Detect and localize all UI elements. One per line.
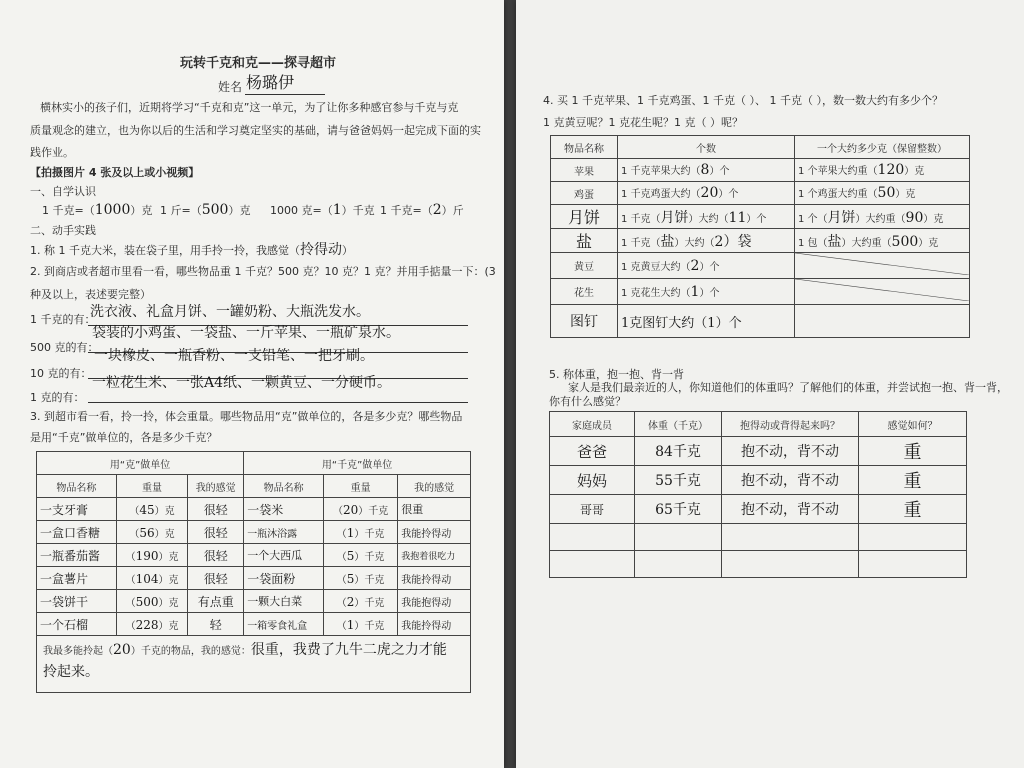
col-header: 物品名称: [551, 136, 618, 159]
left-worksheet-page: [0, 0, 504, 768]
crossed-out-cell: [795, 253, 969, 275]
table-row: 黄豆 1 克黄豆大约（2）个: [551, 253, 970, 279]
table-row: 妈妈 55千克 抱不动，背不动 重: [550, 466, 967, 495]
table-row: 花生 1 克花生大约（1）个: [551, 279, 970, 305]
col-header: 个数: [618, 136, 795, 159]
conversion-1: 1 千克=（1000）克: [42, 202, 153, 218]
col-header: 我的感觉: [398, 475, 471, 498]
intro-line-1: 横林实小的孩子们，近期将学习“千克和克”这一单元，为了让你多种感官参与千克与克: [40, 101, 459, 114]
table-row: 月饼 1 千克（月饼）大约（11）个 1 个（月饼）大约重（90）克: [551, 205, 970, 229]
table-row: [550, 524, 967, 551]
photo-note: 【拍摄图片 4 张及以上或小视频】: [30, 166, 200, 179]
table-row: 一个石榴 （228）克 轻 一箱零食礼盒 （1）千克 我能拎得动: [37, 613, 471, 636]
col-header: 体重（千克）: [635, 412, 722, 437]
supermarket-weight-table: [36, 451, 471, 693]
col-header: 家庭成员: [550, 412, 635, 437]
question-5-title: 5. 称体重，抱一抱、背一背: [549, 368, 684, 381]
section-self-study: 一、自学认识: [30, 185, 96, 198]
question-4-line-1: 4. 买 1 千克苹果、1 千克鸡蛋、1 千克（ ）、 1 千克（ ），数一数大约有多少个？: [543, 94, 943, 107]
weight-500g-label: 500 克的有：: [30, 341, 99, 354]
table-row: 图钉 1克图钉大约（1）个: [551, 305, 970, 338]
crossed-out-cell: [795, 279, 969, 301]
weight-1kg-label: 1 千克的有：: [30, 313, 96, 326]
weight-10g-answer: 一块橡皮、一瓶香粉、一支铅笔、一把牙刷。: [94, 348, 374, 364]
weight-1g-answer: 一粒花生米、一张A4纸、一颗黄豆、一分硬币。: [92, 375, 392, 391]
col-header: 抱得动或背得起来吗？: [722, 412, 859, 437]
table-row: [550, 551, 967, 578]
intro-line-3: 践作业。: [30, 146, 74, 159]
question-3-line-1: 3. 到超市看一看，拎一拎，体会重量。哪些物品用“克”做单位的，各是多少克？哪些物品: [30, 410, 463, 423]
table-row: 苹果 1 千克苹果大约（8）个 1 个苹果大约重（120）克: [551, 159, 970, 182]
col-header: 物品名称: [244, 475, 324, 498]
weight-1kg-answer: 洗衣液、礼盒月饼、一罐奶粉、大瓶洗发水。: [90, 304, 370, 320]
student-name: 杨璐伊: [246, 73, 295, 92]
weight-1g-label: 1 克的有：: [30, 391, 85, 404]
question-2-line-2: 种及以上，表述要完整）: [30, 288, 151, 301]
conversion-2: 1 斤=（500）克: [160, 202, 251, 218]
table-row: 盐 1 千克（盐）大约（2）袋 1 包（盐）大约重（500）克: [551, 229, 970, 253]
col-header: 感觉如何？: [859, 412, 967, 437]
table-row: 一盒口香糖 （56）克 很轻 一瓶沐浴露 （1）千克 我能拎得动: [37, 521, 471, 544]
kilogram-group-header: 用“千克”做单位: [244, 452, 471, 475]
col-header: 物品名称: [37, 475, 117, 498]
worksheet-title: 玩转千克和克——探寻超市: [180, 56, 337, 71]
section-practice: 二、动手实践: [30, 224, 96, 237]
question-1: 1. 称 1 千克大米，装在袋子里，用手拎一拎，我感觉（拎得动）: [30, 242, 353, 258]
weight-500g-answer: 袋装的小鸡蛋、一袋盐、一斤苹果、一瓶矿泉水。: [92, 325, 400, 341]
table-row: 一瓶番茄酱 （190）克 很轻 一个大西瓜 （5）千克 我抱着很吃力: [37, 544, 471, 567]
conversion-4: 1 千克=（2）斤: [380, 202, 464, 218]
question-5-line-2: 你有什么感觉？: [549, 395, 626, 408]
col-header: 重量: [324, 475, 398, 498]
right-worksheet-page: [516, 0, 1024, 768]
weight-10g-label: 10 克的有：: [30, 367, 92, 380]
col-header: 一个大约多少克（保留整数）: [795, 136, 970, 159]
col-header: 重量: [116, 475, 187, 498]
question-2-line-1: 2. 到商店或者超市里看一看，哪些物品重 1 千克？500 克？10 克？1 克？并用手掂量一下：(3: [30, 265, 496, 278]
question-3-line-2: 是用“千克”做单位的，各是多少千克？: [30, 431, 218, 444]
col-header: 我的感觉: [188, 475, 244, 498]
table-row: 一盒薯片 （104）克 很轻 一袋面粉 （5）千克 我能拎得动: [37, 567, 471, 590]
intro-line-2: 质量观念的建立，也为你以后的生活和学习奠定坚实的基础，请与爸爸妈妈一起完成下面的实: [30, 124, 481, 137]
question-4-line-2: 1 克黄豆呢？1 克花生呢？1 克（ ）呢？: [543, 116, 743, 129]
gram-group-header: 用“克”做单位: [37, 452, 244, 475]
table-row: 一支牙膏 （45）克 很轻 一袋米 （20）千克 很重: [37, 498, 471, 521]
count-table: [550, 135, 970, 338]
table-row: 爸爸 84千克 抱不动，背不动 重: [550, 437, 967, 466]
table-row: 鸡蛋 1 千克鸡蛋大约（20）个 1 个鸡蛋大约重（50）克: [551, 182, 970, 205]
table-row: 哥哥 65千克 抱不动，背不动 重: [550, 495, 967, 524]
family-weight-table: [549, 411, 967, 578]
conversion-3: 1000 克=（1）千克: [270, 202, 375, 218]
max-lift-row: 我最多能拎起（20）千克的物品，我的感觉：很重，我费了九牛二虎之力才能 拎起来。: [37, 636, 471, 693]
question-5-line-1: 家人是我们最亲近的人，你知道他们的体重吗？了解他们的体重，并尝试抱一抱、背一背，: [568, 381, 1008, 394]
table-row: 一袋饼干 （500）克 有点重 一颗大白菜 （2）千克 我能抱得动: [37, 590, 471, 613]
name-label: 姓名: [218, 80, 243, 94]
